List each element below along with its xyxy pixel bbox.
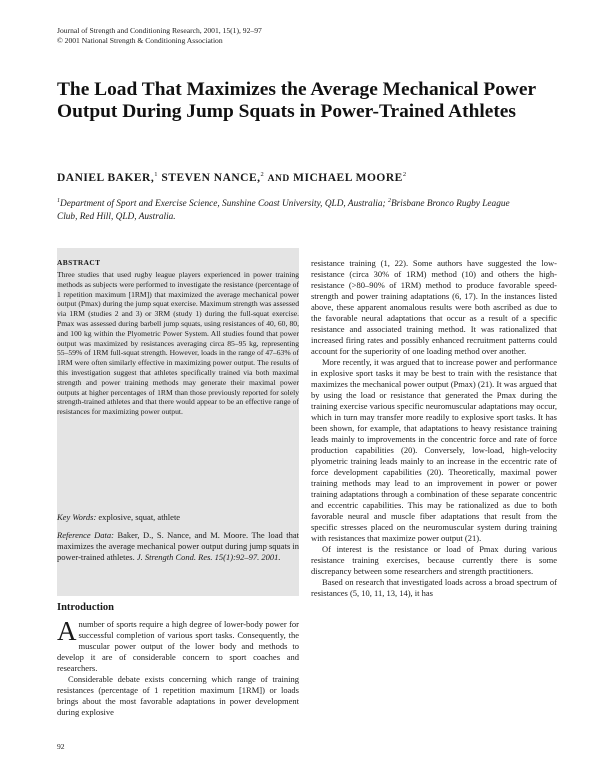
affil-mark: 2	[387, 198, 391, 204]
author-name: STEVEN NANCE,	[161, 171, 261, 184]
page-number: 92	[57, 742, 65, 751]
intro-paragraph-2: Considerable debate exists concerning which range of training resistances (percentage of 1 repetition maximum [1RM]) or loads brings about the most favorable adaptations in power development during explosive	[57, 674, 299, 717]
affiliation-2: Brisbane Bronco Rugby League Club, Red Hill, QLD, Australia.	[57, 199, 510, 222]
reference-data-text: Baker, D., S. Nance, and M. Moore. The load that maximizes the average mechanical power output during jump squats in power-trained athletes.	[57, 530, 299, 562]
affiliation-1: Department of Sport and Exercise Science, Sunshine Coast University, QLD, Australia;	[60, 199, 386, 210]
drop-cap: A	[57, 616, 77, 646]
keywords	[57, 512, 299, 523]
author-affil-mark: 2	[260, 171, 265, 178]
copyright-line: © 2001 National Strength & Conditioning Association	[57, 36, 223, 45]
reference-data	[57, 530, 299, 563]
journal-header	[57, 26, 262, 46]
introduction-body	[57, 616, 299, 718]
reference-citation: J. Strength Cond. Res. 15(1):92–97. 2001.	[136, 552, 281, 562]
author-list	[57, 171, 407, 184]
author-affil-mark: 2	[402, 171, 407, 178]
introduction-heading: Introduction	[57, 602, 114, 613]
intro-paragraph-1: Anumber of sports require a high degree of lower-body power for successful completion of various sport tasks. Consequently, the muscular power output of the lower body and methods to develop it are of considerable concern to sport coaches and researchers.	[57, 616, 299, 673]
body-paragraph: Based on research that investigated loads across a broad spectrum of resistances (5, 10, 11, 13, 14), it has	[311, 577, 557, 598]
right-column	[311, 258, 557, 599]
keywords-label: Key Words:	[57, 512, 97, 522]
body-paragraph: Of interest is the resistance or load of Pmax during various resistance training exercises, because currently there is some discrepancy between some researchers and strength practitioners.	[311, 544, 557, 576]
reference-data-label: Reference Data:	[57, 530, 114, 540]
affiliations	[57, 195, 527, 223]
body-paragraph: More recently, it was argued that to increase power and performance in explosive sport tasks it may be best to train with the resistance that maximizes the mechanical power output (Pmax) (21). It was argued that by using the load or resistance that generated the Pmax during the training exercise various specific neuromuscular adaptations may occur, which in turn may transfer more readily to explosive sport tasks. It has been shown, for example, that adaptations to heavy resistance training leads mainly to improvements in the concentric force and rate of force production capabilities (20). Conversely, low-load, high-velocity plyometric training leads mainly to an increase in the eccentric rate of force development capabilities (20). Theoretically, maximal power training methods may lead to an improvement in power or power training adaptations through a combination of these separate concentric and eccentric capabilities. This may be rationalized as due to both favorable neural and muscle fiber adaptations that result from the specific stresses placed on the neuromuscular system during training with resistances that maximize power output (21).	[311, 357, 557, 543]
author-conjunction: AND	[267, 173, 290, 184]
body-paragraph: resistance training (1, 22). Some authors have suggested the low-resistance (circa 30% of 1RM) method (10) and others the high-resistance (>80–90% of 1RM) method to produce favorable speed-strength and power training adaptations (6, 17). In the instances listed above, these apparent anomalous results were both ascribed as due to the favorable neural adaptations that occur as a result of a specific resistance and associated training method. It was rationalized that increased firing rates and possibly enhanced recruitment patterns could account for the superiority of one loading method over another.	[311, 258, 557, 356]
keywords-text: explosive, squat, athlete	[98, 512, 181, 522]
author-name: DANIEL BAKER,	[57, 171, 155, 184]
author-name: MICHAEL MOORE	[293, 171, 403, 184]
abstract-text: Three studies that used rugby league players experienced in power training methods as subjects were performed to investigate the resistance (percentage of 1 repetition maximum [1RM]) that maximized the average mechanical power output (Pmax) during the jump squat exercise. Maximum strength was assessed via 1RM (studies 2 and 3) or 3RM (study 1) during the full-squat exercise. Pmax was assessed during barbell jump squats, using resistances of 40, 60, 80, and 100 kg within the Plyometric Power System. All studies found that power output was maximized by resistances averaging circa 85–95 kg, representing 55–59% of 1RM full-squat strength. However, loads in the range of 47–63% of 1RM were often similarly effective in maximizing power output. The results of this investigation suggest that athletes specifically trained via both maximal strength and power training methods may generate their maximal power outputs at higher percentages of 1RM than those previously reported for solely strength-trained athletes and that there would appear to be an effective range of resistances for maximizing power output.	[57, 270, 299, 417]
journal-citation-line: Journal of Strength and Conditioning Research, 2001, 15(1), 92–97	[57, 26, 262, 35]
abstract-heading: ABSTRACT	[57, 258, 101, 267]
author-affil-mark: 1	[154, 171, 158, 178]
affil-mark: 1	[57, 198, 60, 204]
article-title: The Load That Maximizes the Average Mechanical Power Output During Jump Squats in Power-Trained Athletes	[57, 79, 536, 122]
